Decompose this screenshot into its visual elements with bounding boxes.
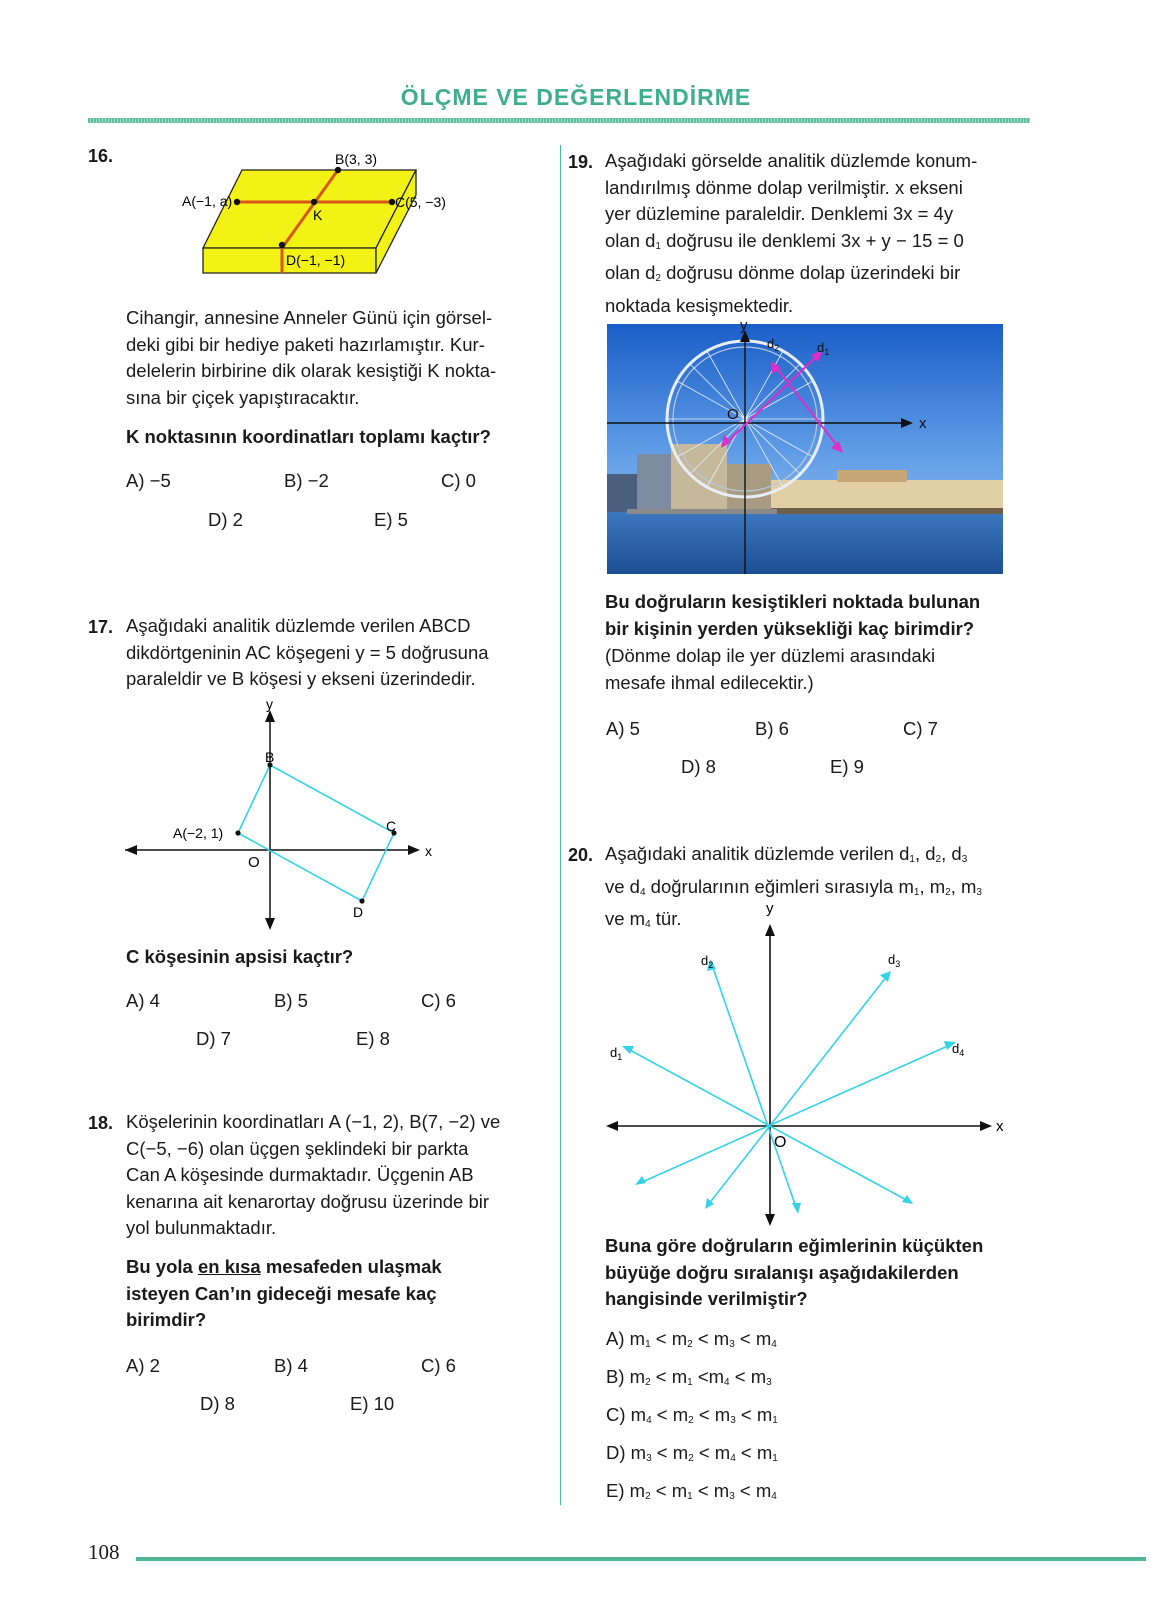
column-divider (560, 145, 561, 1505)
svg-text:d1: $d_1$ (817, 340, 830, 357)
d2-label: d (701, 953, 709, 968)
svg-text:d4: $d_4$ (952, 1041, 965, 1058)
q16-option-d[interactable]: D) 2 (208, 509, 243, 530)
label-a: A(−2, 1) (173, 825, 224, 841)
q17-option-e[interactable]: E) 8 (356, 1028, 390, 1049)
label-c: C(5, −3) (395, 194, 446, 210)
q18-option-c[interactable]: C) 6 (421, 1355, 456, 1376)
axis-x-label: x (919, 415, 927, 432)
gift-box-figure (170, 140, 470, 285)
question-19-prompt: Bu doğruların kesiştikleri noktada bulunan bir kişinin yerden yüksekliği kaç birimdir? (605, 591, 981, 639)
q17-option-a[interactable]: A) 4 (126, 990, 160, 1011)
footer-rule (136, 1557, 1146, 1561)
question-20-text: Aşağıdaki analitik düzlemde verilen $d_1$, $d_2$, $d_3$ ve $d_4$ doğrularının eğimleri sırasıyla $m_1$, $m_2$, $m_3$ ve $m_4$ tür. (605, 843, 982, 930)
point-a (234, 199, 240, 205)
point-b (335, 167, 341, 173)
question-16-number: 16. (88, 146, 114, 166)
axis-y-label: y (740, 317, 748, 334)
q17-option-d[interactable]: D) 7 (196, 1028, 231, 1049)
rectangle-abcd-figure (120, 696, 440, 930)
axis-x-label: x (425, 843, 432, 859)
question-18-text: Köşelerinin koordinatları A (−1, 2), B(7, −2) ve C(−5, −6) olan üçgen şeklindeki bir parkta Can A köşesinde durmaktadır. Üçgenin AB kenarına ait kenarortay doğrusu üzerinde bir yol bulunmaktadır. (126, 1111, 501, 1238)
question-20-prompt: Buna göre doğruların eğimlerinin küçükten büyüğe doğru sıralanışı aşağıdakilerden hangisinde verilmiştir? (605, 1235, 984, 1309)
axis-y-label: y (766, 900, 774, 917)
q20-options (606, 1328, 778, 1518)
d1-label: d (817, 340, 825, 355)
q19-option-b[interactable]: B) 6 (755, 718, 789, 739)
question-18-number: 18. (88, 1113, 114, 1133)
question-19-note: (Dönme dolap ile yer düzlemi arasındaki mesafe ihmal edilecektir.) (605, 645, 936, 693)
q20-option-c[interactable]: C) $m_4 < m_2 < m_3 < m_1$ (606, 1404, 778, 1426)
slopes-figure (600, 900, 1020, 1225)
q20-option-a[interactable]: A) $m_1 < m_2 < m_3 < m_4$ (606, 1328, 777, 1350)
q16-option-e[interactable]: E) 5 (374, 509, 408, 530)
q16-option-c[interactable]: C) 0 (441, 470, 476, 491)
question-17-number: 17. (88, 617, 114, 637)
d3-label: d (888, 952, 896, 967)
origin-label: O (727, 406, 739, 423)
svg-text:d2: $d_2$ (767, 336, 780, 353)
q20-option-b[interactable]: B) $m_2 < m_1 <m_4 < m_3$ (606, 1366, 772, 1388)
q18-option-a[interactable]: A) 2 (126, 1355, 160, 1376)
label-b: B(3, 3) (335, 151, 378, 167)
q18-option-b[interactable]: B) 4 (274, 1355, 308, 1376)
q17-option-b[interactable]: B) 5 (274, 990, 308, 1011)
question-18-prompt: Bu yola en kısa mesafeden ulaşmak isteyen Can’ın gideceği mesafe kaç birimdir? (126, 1256, 442, 1330)
q19-option-d[interactable]: D) 8 (681, 756, 716, 777)
q16-option-b[interactable]: B) −2 (284, 470, 329, 491)
q18-option-d[interactable]: D) 8 (200, 1393, 235, 1414)
question-16-text: Cihangir, annesine Anneler Günü için görsel- deki gibi bir hediye paketi hazırlamıştır. Kur- delelerin birbirine dik olarak kesiştiği K nokta- sına bir çiçek yapıştıracaktır. (126, 307, 497, 408)
svg-text:d3: $d_3$ (888, 952, 901, 969)
label-d: D(−1, −1) (286, 252, 346, 268)
svg-text:d1: $d_1$ (610, 1045, 623, 1062)
ferris-wheel-photo (607, 317, 1003, 574)
origin-label: O (248, 854, 260, 871)
question-19-text: Aşağıdaki görselde analitik düzlemde konum- landırılmış dönme dolap verilmiştir. x ekseni yer düzlemine paraleldir. Denklemi 3x = 4y olan $d_1$ doğrusu ile denklemi 3x + y − 15 = 0 olan $d_2$ doğrusu dönme dolap üzerindeki bir noktada kesişmektedir. (605, 150, 978, 316)
d2-label: d (767, 336, 775, 351)
label-k: K (313, 207, 323, 223)
label-c: C (386, 818, 397, 834)
question-19-number: 19. (568, 152, 594, 172)
point-k (311, 199, 317, 205)
q17-option-c[interactable]: C) 6 (421, 990, 456, 1011)
q19-option-a[interactable]: A) 5 (606, 718, 640, 739)
d4-label: d (952, 1041, 960, 1056)
label-d: D (353, 904, 364, 920)
q19-option-c[interactable]: C) 7 (903, 718, 938, 739)
header-rule (88, 118, 1030, 123)
svg-text:d2: $d_2$ (701, 953, 714, 970)
label-a: A(−1, a) (182, 193, 233, 209)
q16-option-a[interactable]: A) −5 (126, 470, 171, 491)
axis-y-label: y (266, 696, 273, 712)
question-17-prompt: C köşesinin apsisi kaçtır? (126, 946, 354, 967)
point-d (279, 242, 285, 248)
axis-x-label: x (996, 1118, 1004, 1135)
origin-label: O (774, 1134, 787, 1151)
question-20-number: 20. (568, 845, 594, 865)
label-b: B (265, 749, 275, 765)
d1-label: d (610, 1045, 618, 1060)
q18-option-e[interactable]: E) 10 (350, 1393, 395, 1414)
page-number: 108 (88, 1540, 120, 1564)
page-title: ÖLÇME VE DEĞERLENDİRME (400, 84, 752, 110)
q19-option-e[interactable]: E) 9 (830, 756, 864, 777)
question-16-prompt: K noktasının koordinatları toplamı kaçtır? (126, 426, 491, 447)
q20-option-e[interactable]: E) $m_2 < m_1 < m_3 < m_4$ (606, 1480, 777, 1502)
question-17-text: Aşağıdaki analitik düzlemde verilen ABCD dikdörtgeninin AC köşegeni y = 5 doğrusuna paraleldir ve B köşesi y ekseni üzerindedir. (126, 615, 489, 689)
q20-option-d[interactable]: D) $m_3 < m_2 < m_4 < m_1$ (606, 1442, 778, 1464)
